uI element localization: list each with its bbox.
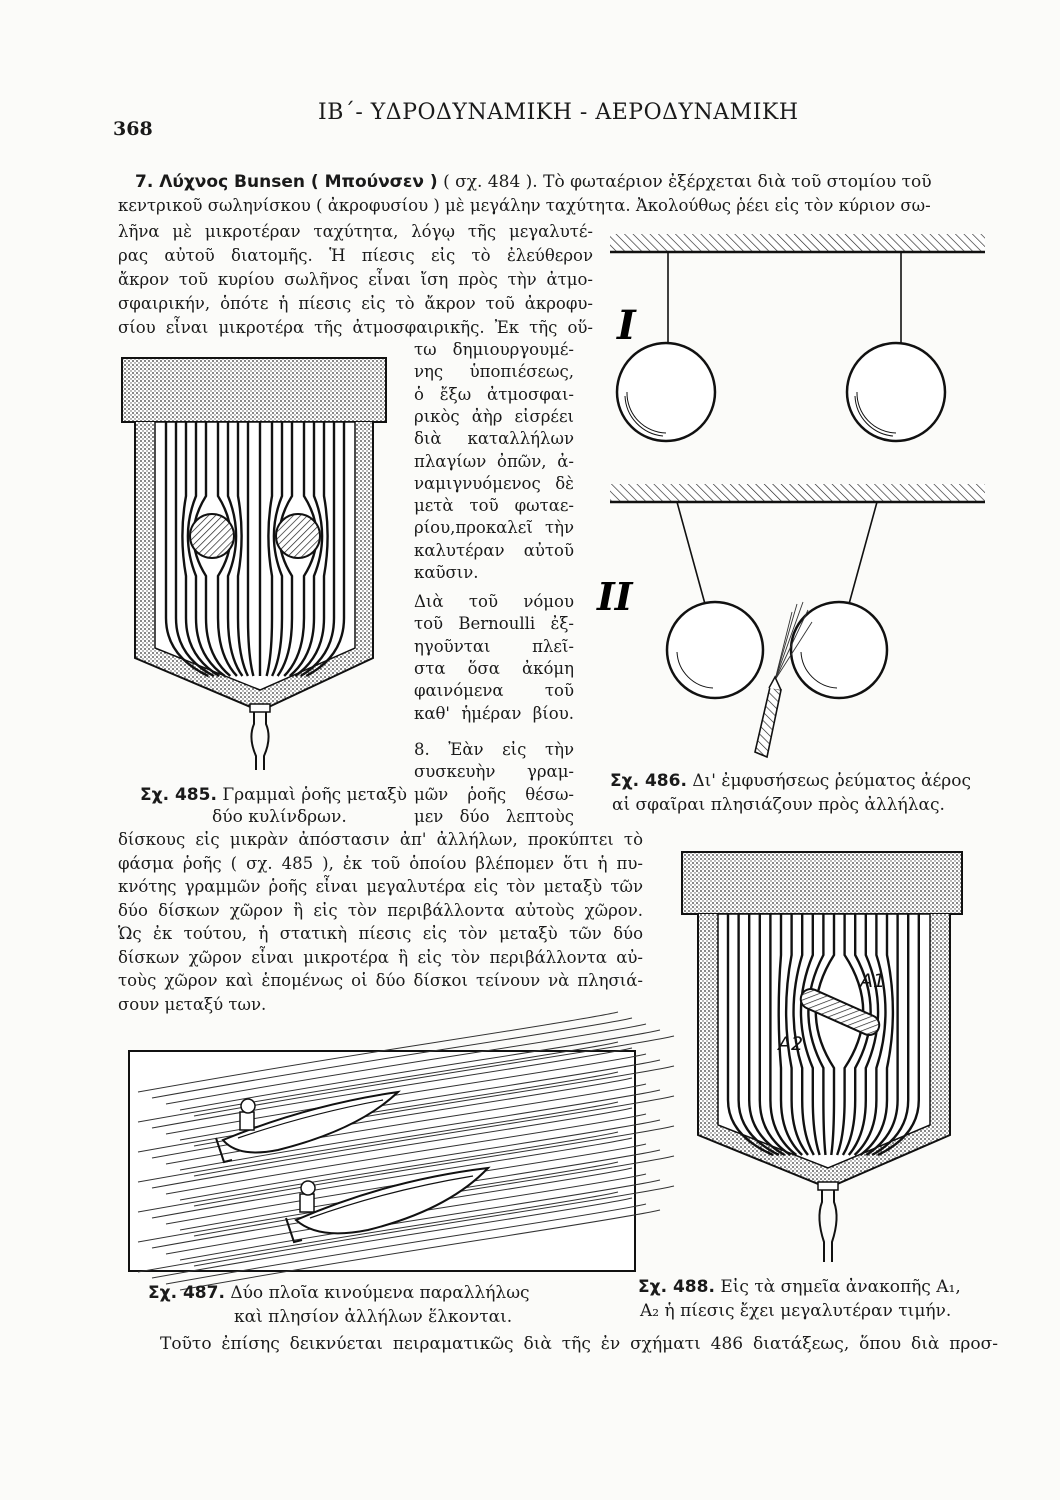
text-line: καθ' ἡμέραν βίου. bbox=[414, 703, 574, 723]
caption-fig486 bbox=[610, 770, 971, 792]
text-line: μεν δύο λεπτοὺς bbox=[414, 806, 574, 826]
fig486-sphere bbox=[617, 343, 715, 441]
text-line: Διὰ τοῦ νόμου bbox=[414, 592, 574, 611]
text-line: καλυτέραν αὐτοῦ bbox=[414, 540, 574, 560]
text-line: τω δημιουργουμέ- bbox=[414, 340, 574, 359]
section8-line: κνότης γραμμῶν ῥοῆς εἶναι μεγαλυτέρα εἰς τὸν μεταξὺ τῶν bbox=[118, 877, 643, 896]
section7-line: ρας αὐτοῦ διατομῆς. Ἡ πίεσις εἰς τὸ ἐλεύθερον bbox=[118, 246, 593, 265]
section7-line: κεντρικοῦ σωληνίσκου ( ἀκροφυσίου ) μὲ μεγάλην ταχύτητα. Ἀκολούθως ῥέει εἰς τὸν κύριον σω- bbox=[118, 196, 931, 215]
text-line: φαινόμενα τοῦ bbox=[414, 681, 574, 701]
caption-fig486-line1: Δι' ἐμφυσήσεως ῥεύματος ἀέρος bbox=[692, 771, 971, 791]
caption-fig485-line1: Γραμμαὶ ῥοῆς μεταξὺ bbox=[222, 785, 408, 805]
text-line: τοῦ Bernoulli ἐξ- bbox=[414, 614, 574, 634]
caption-fig485-line2: δύο κυλίνδρων. bbox=[212, 807, 347, 827]
text-line: μῶν ῥοῆς θέσω- bbox=[414, 784, 574, 804]
text-line: ναμιγνυόμενος δὲ bbox=[414, 473, 574, 493]
section7-heading bbox=[135, 172, 932, 192]
figure-488 bbox=[680, 850, 980, 1270]
section7-heading-title: 7. Λύχνος Bunsen ( Μπούνσεν ) bbox=[135, 172, 438, 192]
fig486-label-II: II bbox=[597, 574, 633, 619]
section8-line: τοὺς χῶρον καὶ ἑπομένως οἱ δύο δίσκοι τείνουν νὰ πλησιά- bbox=[118, 971, 643, 990]
text-line: 8. Ἐὰν εἰς τὴν bbox=[414, 740, 574, 759]
text-line: συσκευὴν γραμ- bbox=[414, 762, 574, 782]
caption-fig488-line1: Εἰς τὰ σημεῖα ἀνακοπῆς A₁, bbox=[720, 1277, 961, 1297]
section8-line: Ὡς ἐκ τούτου, ἡ στατικὴ πίεσις εἰς τὸν μεταξὺ τῶν δύο bbox=[118, 924, 643, 943]
fig486-sphere bbox=[667, 602, 763, 698]
text-line: καῦσιν. bbox=[414, 563, 479, 582]
fig488-label-a1: A1 bbox=[860, 970, 886, 992]
text-line: μετὰ τοῦ φωταε- bbox=[414, 496, 574, 516]
section7-line: ἄκρον τοῦ κυρίου σωλῆνος εἶναι ἴση πρὸς τὴν ἀτμο- bbox=[118, 270, 593, 289]
caption-fig488 bbox=[638, 1276, 961, 1298]
section8-line: φάσμα ῥοῆς ( σχ. 485 ), ἐκ τοῦ ὁποίου βλέπομεν ὅτι ἡ πυ- bbox=[118, 853, 643, 873]
fig488-outlet-tube bbox=[819, 1186, 836, 1262]
caption-fig487-label: Σχ. 487. bbox=[148, 1283, 225, 1303]
fig485-outlet-tube bbox=[251, 708, 268, 770]
text-line: διὰ καταλλήλων bbox=[414, 429, 574, 449]
text-line: ὁ ἔξω ἀτμοσφαι- bbox=[414, 384, 574, 404]
section8-line: σουν μεταξύ των. bbox=[118, 994, 267, 1014]
figure-485 bbox=[120, 356, 405, 776]
section7-line: λῆνα μὲ μικροτέραν ταχύτητα, λόγῳ τῆς μεγαλυτέ- bbox=[118, 222, 593, 241]
fig488-top-plate bbox=[682, 852, 962, 914]
text-line: ρικὸς ἀὴρ εἰσρέει bbox=[414, 406, 574, 426]
section7-line: σίου εἶναι μικροτέρα τῆς ἀτμοσφαιρικῆς. Ἐκ τῆς οὕ- bbox=[118, 318, 593, 337]
running-head: ΙΒ΄- ΥΔΡΟΔΥΝΑΜΙΚΗ - ΑΕΡΟΔΥΝΑΜΙΚΗ bbox=[318, 100, 799, 125]
text-line: στα ὅσα ἀκόμη bbox=[414, 658, 574, 678]
fig486-ceiling-bottom bbox=[610, 484, 985, 502]
fig486-blow-tube bbox=[755, 687, 781, 757]
caption-fig487-line2: καὶ πλησίον ἀλλήλων ἕλκονται. bbox=[234, 1307, 513, 1327]
figure-486 bbox=[597, 232, 1005, 772]
page-number: 368 bbox=[113, 118, 153, 140]
figure-487 bbox=[128, 1050, 636, 1272]
text-line: ηγοῦνται πλεῖ- bbox=[414, 636, 574, 656]
caption-fig488-label: Σχ. 488. bbox=[638, 1277, 715, 1297]
section8-line: δίσκους εἰς μικρὰν ἀπόστασιν ἀπ' ἀλλήλων, προκύπτει τὸ bbox=[118, 830, 643, 849]
caption-fig486-label: Σχ. 486. bbox=[610, 771, 687, 791]
caption-fig486-line2: αἱ σφαῖραι πλησιάζουν πρὸς ἀλλήλας. bbox=[612, 795, 945, 815]
fig488-label-a2: A2 bbox=[778, 1033, 804, 1055]
text-line: ρίου,προκαλεῖ τὴν bbox=[414, 518, 574, 538]
caption-fig485 bbox=[140, 784, 407, 806]
section8-line: δύο δίσκων χῶρον ἢ εἰς τὸν περιβάλλοντα αὐτοὺς χῶρον. bbox=[118, 900, 643, 920]
fig486-sphere bbox=[847, 343, 945, 441]
section7-line: ( σχ. 484 ). Τὸ φωταέριον ἐξέρχεται διὰ τοῦ στομίου τοῦ bbox=[443, 172, 932, 192]
caption-fig488-line2: A₂ ἡ πίεσις ἔχει μεγαλυτέραν τιμήν. bbox=[640, 1301, 952, 1321]
fig486-label-I: I bbox=[617, 302, 636, 349]
fig486-ceiling-top bbox=[610, 234, 985, 252]
fig485-cylinder-left bbox=[190, 514, 234, 558]
fig485-cylinder-right bbox=[276, 514, 320, 558]
footer-line: Τοῦτο ἐπίσης δεικνύεται πειραματικῶς διὰ τῆς ἐν σχήματι 486 διατάξεως, ὅπου διὰ προσ- bbox=[160, 1334, 998, 1354]
section7-line: σφαιρικήν, ὁπότε ἡ πίεσις εἰς τὸ ἄκρον τοῦ ἀκροφυ- bbox=[118, 294, 593, 313]
section8-line: δίσκων χῶρον εἶναι μικροτέρα ἢ εἰς τὸν περιβάλλοντα αὐ- bbox=[118, 947, 643, 967]
caption-fig487-line1: Δύο πλοῖα κινούμενα παραλλήλως bbox=[230, 1283, 530, 1303]
text-line: νης ὑποπιέσεως, bbox=[414, 362, 574, 382]
caption-fig487 bbox=[148, 1282, 530, 1304]
caption-fig485-label: Σχ. 485. bbox=[140, 785, 217, 805]
fig485-top-plate bbox=[122, 358, 386, 422]
text-line: πλαγίων ὀπῶν, ἀ- bbox=[414, 451, 574, 471]
